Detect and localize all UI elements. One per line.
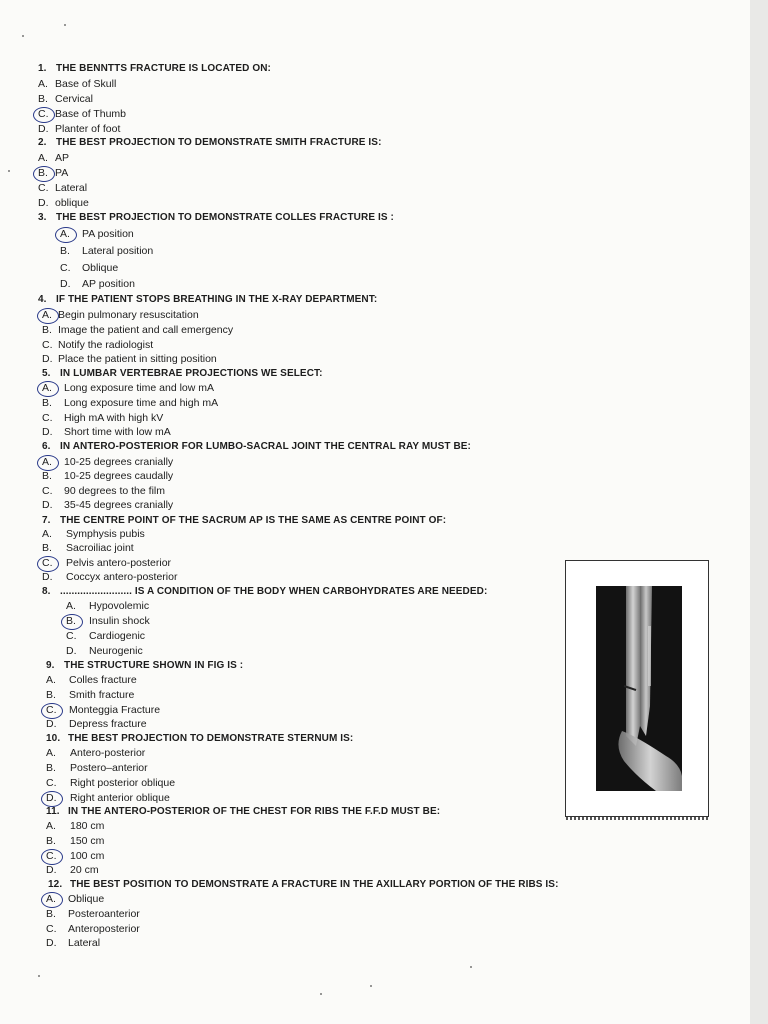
question-9: [46, 659, 243, 672]
option-letter: A.: [42, 309, 52, 321]
question-number: 1.: [38, 63, 47, 74]
question-text: THE BEST PROJECTION TO DEMONSTRATE STERNUM IS:: [68, 733, 354, 744]
answer-option: [46, 747, 145, 760]
option-text: Antero-posterior: [70, 747, 146, 759]
option-letter: C.: [42, 339, 53, 351]
answer-option: [46, 674, 137, 687]
option-letter: B.: [42, 470, 52, 482]
option-letter: B.: [66, 615, 76, 627]
option-letter: D.: [42, 353, 53, 365]
answer-option: [46, 835, 104, 848]
question-text: THE BEST PROJECTION TO DEMONSTRATE COLLES FRACTURE IS :: [56, 212, 394, 223]
question-1: [38, 62, 271, 75]
question-text: THE STRUCTURE SHOWN IN FIG IS :: [64, 660, 244, 671]
option-text: Depress fracture: [69, 718, 147, 730]
option-letter: C.: [66, 630, 77, 642]
option-letter: A.: [46, 674, 56, 686]
option-text: Long exposure time and low mA: [64, 382, 214, 394]
option-letter: B.: [38, 167, 48, 179]
option-letter: D.: [66, 645, 77, 657]
option-text: 100 cm: [70, 850, 105, 862]
option-text: 150 cm: [70, 835, 105, 847]
option-text: PA position: [82, 228, 134, 240]
answer-option: [46, 864, 99, 877]
question-text: IN THE ANTERO-POSTERIOR OF THE CHEST FOR RIBS THE F.F.D MUST BE:: [68, 806, 441, 817]
option-letter: A.: [42, 382, 52, 394]
forearm-xray-image: [596, 586, 682, 791]
option-letter: C.: [46, 850, 57, 862]
answer-option: [46, 718, 147, 731]
option-letter: A.: [66, 600, 76, 612]
option-text: Planter of foot: [55, 123, 121, 135]
answer-option: [42, 309, 199, 322]
option-letter: C.: [46, 923, 57, 935]
answer-option: [38, 123, 120, 136]
answer-option: [46, 908, 140, 921]
option-letter: B.: [46, 762, 56, 774]
answer-option: [38, 182, 87, 195]
option-letter: C.: [38, 182, 49, 194]
option-letter: B.: [42, 397, 52, 409]
option-text: Cervical: [55, 93, 93, 105]
option-text: Image the patient and call emergency: [58, 324, 234, 336]
option-text: AP position: [82, 278, 135, 290]
answer-option: [60, 245, 153, 258]
option-text: 90 degrees to the film: [64, 485, 165, 497]
answer-option: [42, 412, 163, 425]
option-letter: B.: [42, 324, 52, 336]
answer-option: [46, 792, 170, 805]
question-number: 6.: [42, 441, 51, 452]
answer-circle-mark: [33, 107, 55, 123]
question-7: [42, 514, 446, 527]
answer-option: [46, 820, 104, 833]
scan-speck: [470, 966, 472, 968]
option-text: oblique: [55, 197, 89, 209]
answer-circle-mark: [37, 381, 59, 397]
question-10: [46, 732, 353, 745]
question-5: [42, 367, 323, 380]
option-letter: D.: [38, 197, 49, 209]
option-text: Lateral position: [82, 245, 154, 257]
option-text: Base of Thumb: [55, 108, 127, 120]
question-text: IN ANTERO-POSTERIOR FOR LUMBO-SACRAL JOINT THE CENTRAL RAY MUST BE:: [60, 441, 471, 452]
answer-option: [38, 78, 116, 91]
option-text: Anteroposterior: [68, 923, 140, 935]
answer-option: [46, 777, 175, 790]
scan-speck: [370, 985, 372, 987]
option-letter: D.: [60, 278, 71, 290]
answer-circle-mark: [41, 892, 63, 908]
answer-option: [42, 456, 173, 469]
option-text: Oblique: [82, 262, 119, 274]
answer-option: [46, 923, 140, 936]
answer-option: [42, 499, 173, 512]
answer-option: [46, 762, 148, 775]
answer-option: [42, 528, 145, 541]
option-letter: A.: [42, 456, 52, 468]
option-letter: C.: [46, 704, 57, 716]
option-text: Smith fracture: [69, 689, 135, 701]
scan-speck: [22, 35, 24, 37]
option-letter: C.: [38, 108, 49, 120]
question-3: [38, 211, 394, 224]
option-letter: D.: [46, 937, 57, 949]
option-letter: C.: [42, 412, 53, 424]
answer-option: [42, 485, 165, 498]
option-text: Hypovolemic: [89, 600, 150, 612]
question-number: 5.: [42, 368, 51, 379]
answer-option: [42, 470, 173, 483]
question-number: 8.: [42, 586, 51, 597]
option-letter: D.: [46, 718, 57, 730]
option-text: 35-45 degrees cranially: [64, 499, 174, 511]
option-text: Monteggia Fracture: [69, 704, 161, 716]
option-letter: D.: [42, 426, 53, 438]
answer-circle-mark: [37, 556, 59, 572]
answer-option: [42, 382, 214, 395]
question-2: [38, 136, 382, 149]
figure-border-band: [566, 817, 708, 820]
option-text: Base of Skull: [55, 78, 117, 90]
answer-option: [60, 278, 135, 291]
option-text: Cardiogenic: [89, 630, 146, 642]
answer-option: [38, 197, 89, 210]
option-letter: D.: [42, 571, 53, 583]
option-text: 10-25 degrees cranially: [64, 456, 174, 468]
option-letter: B.: [60, 245, 70, 257]
option-text: Begin pulmonary resuscitation: [58, 309, 199, 321]
question-4: [38, 293, 377, 306]
option-text: AP: [55, 152, 70, 164]
option-text: Postero–anterior: [70, 762, 148, 774]
answer-option: [38, 93, 93, 106]
option-text: Neurogenic: [89, 645, 143, 657]
answer-option: [42, 571, 177, 584]
option-text: Symphysis pubis: [66, 528, 145, 540]
answer-option: [60, 262, 118, 275]
question-number: 9.: [46, 660, 55, 671]
option-text: Sacroiliac joint: [66, 542, 134, 554]
question-number: 3.: [38, 212, 47, 223]
option-letter: B.: [38, 93, 48, 105]
answer-circle-mark: [41, 703, 63, 719]
answer-circle-mark: [61, 614, 83, 630]
question-text: THE BEST PROJECTION TO DEMONSTRATE SMITH FRACTURE IS:: [56, 137, 382, 148]
question-number: 2.: [38, 137, 47, 148]
question-text: ......................... IS A CONDITION OF THE BODY WHEN CARBOHYDRATES ARE NEEDED:: [60, 586, 488, 597]
option-text: Right anterior oblique: [70, 792, 170, 804]
answer-option: [46, 937, 100, 950]
option-text: Right posterior oblique: [70, 777, 176, 789]
option-letter: B.: [46, 835, 56, 847]
option-letter: D.: [46, 792, 57, 804]
answer-option: [66, 600, 149, 613]
option-text: PA: [55, 167, 69, 179]
option-text: 20 cm: [70, 864, 99, 876]
option-text: Pelvis antero-posterior: [66, 557, 172, 569]
option-text: 10-25 degrees caudally: [64, 470, 174, 482]
option-text: Oblique: [68, 893, 105, 905]
option-letter: A.: [38, 78, 48, 90]
option-letter: D.: [38, 123, 49, 135]
answer-circle-mark: [41, 849, 63, 865]
question-text: THE CENTRE POINT OF THE SACRUM AP IS THE SAME AS CENTRE POINT OF:: [60, 515, 447, 526]
answer-option: [66, 645, 143, 658]
option-letter: C.: [46, 777, 57, 789]
answer-option: [66, 630, 145, 643]
option-letter: A.: [46, 747, 56, 759]
option-text: 180 cm: [70, 820, 105, 832]
question-text: IN LUMBAR VERTEBRAE PROJECTIONS WE SELECT:: [60, 368, 323, 379]
question-text: IF THE PATIENT STOPS BREATHING IN THE X-RAY DEPARTMENT:: [56, 294, 378, 305]
answer-option: [42, 542, 134, 555]
option-letter: C.: [42, 485, 53, 497]
answer-option: [46, 704, 160, 717]
answer-option: [46, 689, 134, 702]
option-letter: D.: [42, 499, 53, 511]
answer-circle-mark: [37, 308, 59, 324]
question-11: [46, 805, 440, 818]
option-text: Posteroanterior: [68, 908, 140, 920]
option-text: Insulin shock: [89, 615, 150, 627]
question-number: 4.: [38, 294, 47, 305]
option-letter: B.: [46, 689, 56, 701]
option-letter: A.: [46, 893, 56, 905]
option-text: High mA with high kV: [64, 412, 164, 424]
question-number: 7.: [42, 515, 51, 526]
option-letter: A.: [46, 820, 56, 832]
option-text: Short time with low mA: [64, 426, 171, 438]
option-letter: A.: [42, 528, 52, 540]
option-letter: B.: [46, 908, 56, 920]
answer-option: [42, 397, 218, 410]
option-letter: D.: [46, 864, 57, 876]
option-text: Colles fracture: [69, 674, 137, 686]
answer-option: [42, 426, 171, 439]
answer-option: [38, 152, 69, 165]
question-number: 11.: [46, 806, 60, 817]
answer-option: [42, 557, 171, 570]
option-text: Notify the radiologist: [58, 339, 154, 351]
xray-drawing: [596, 586, 682, 791]
question-text: THE BENNTTS FRACTURE IS LOCATED ON:: [56, 63, 271, 74]
answer-option: [42, 353, 217, 366]
answer-option: [42, 324, 233, 337]
option-text: Lateral: [55, 182, 88, 194]
scan-speck: [64, 24, 66, 26]
question-8: [42, 585, 487, 598]
option-letter: C.: [42, 557, 53, 569]
scan-speck: [38, 975, 40, 977]
option-letter: A.: [60, 228, 70, 240]
question-number: 12.: [48, 879, 63, 890]
page-edge: [750, 0, 768, 1024]
option-text: Lateral: [68, 937, 101, 949]
option-letter: B.: [42, 542, 52, 554]
scan-speck: [8, 170, 10, 172]
answer-circle-mark: [33, 166, 55, 182]
option-text: Place the patient in sitting position: [58, 353, 217, 365]
question-12: [48, 878, 559, 891]
answer-circle-mark: [37, 455, 59, 471]
question-text: THE BEST POSITION TO DEMONSTRATE A FRACTURE IN THE AXILLARY PORTION OF THE RIBS IS:: [70, 879, 559, 890]
option-letter: C.: [60, 262, 71, 274]
scan-speck: [320, 993, 322, 995]
question-6: [42, 440, 471, 453]
option-text: Coccyx antero-posterior: [66, 571, 178, 583]
option-text: Long exposure time and high mA: [64, 397, 219, 409]
answer-option: [42, 339, 153, 352]
question-number: 10.: [46, 733, 61, 744]
option-letter: A.: [38, 152, 48, 164]
answer-circle-mark: [55, 227, 77, 243]
